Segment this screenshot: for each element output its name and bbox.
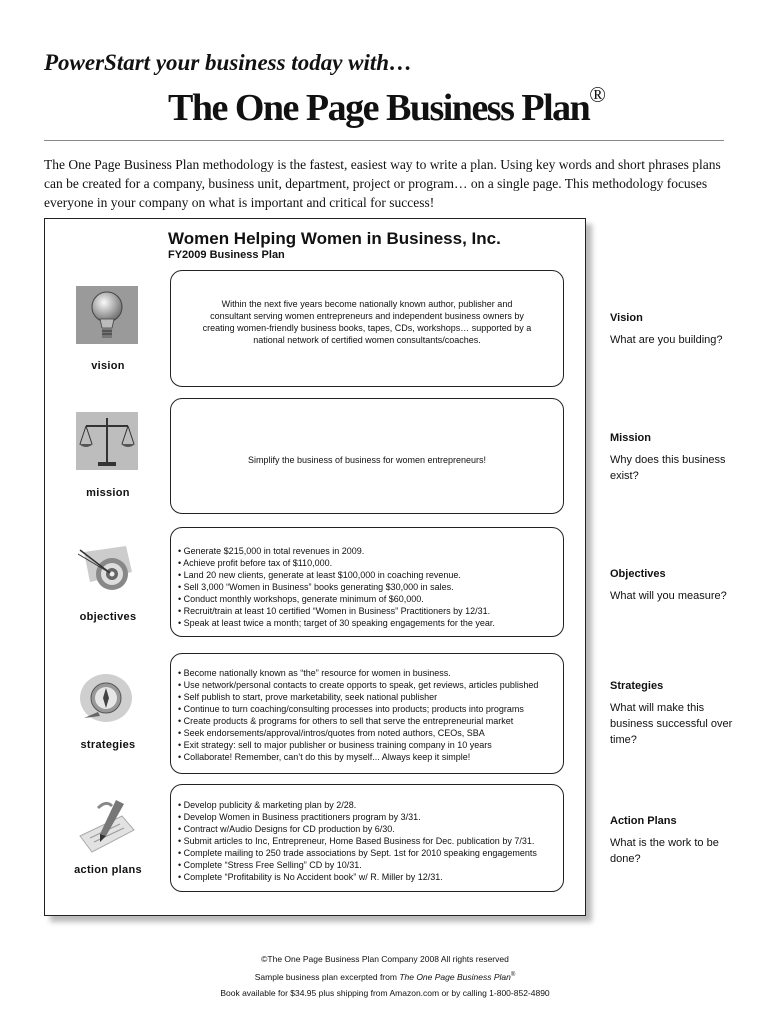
list-item: • Speak at least twice a month; target of 30 speaking engagements for the year.	[178, 617, 555, 629]
intro-paragraph: The One Page Business Plan methodology is the fastest, easiest way to write a plan. Using key words and short phrases plans can be created for a company, business unit, department, project or program… on a single page. This methodology focuses everyone in your company on what is important and critical for success!	[44, 157, 721, 210]
list-item: • Conduct monthly workshops, generate minimum of $60,000.	[178, 593, 555, 605]
strategies-question: What will make this business successful over time?	[610, 702, 733, 746]
excerpt-line	[0, 967, 770, 985]
scales-icon	[76, 412, 138, 470]
mission-heading: Mission	[610, 432, 651, 444]
mission-question: Why does this business exist?	[610, 454, 726, 482]
header-divider	[44, 140, 724, 141]
mission-box	[170, 398, 564, 514]
target-icon	[76, 542, 138, 600]
section-label-mission: mission	[86, 487, 130, 499]
copyright-line: ©The One Page Business Plan Company 2008 All rights reserved	[261, 954, 509, 964]
tagline: PowerStart your business today with…	[44, 50, 413, 75]
list-item: • Collaborate! Remember, can’t do this by myself... Always keep it simple!	[178, 751, 555, 763]
list-item: • Contract w/Audio Designs for CD production by 6/30.	[178, 823, 555, 835]
list-item: • Sell 3,000 “Women in Business” books generating $30,000 in sales.	[178, 581, 555, 593]
strategies-heading: Strategies	[610, 680, 664, 692]
strategies-box	[170, 653, 564, 774]
list-item: • Achieve profit before tax of $110,000.	[178, 557, 555, 569]
objectives-heading: Objectives	[610, 568, 666, 580]
list-item: • Generate $215,000 in total revenues in 2009.	[178, 545, 555, 557]
list-item: • Use network/personal contacts to create opports to speak, get reviews, articles published	[178, 679, 555, 691]
excerpt-book-title: The One Page Business Plan	[399, 971, 511, 982]
mission-text: Simplify the business of business for women entrepreneurs!	[247, 455, 487, 465]
list-item: • Continue to turn coaching/consulting processes into products; products into programs	[178, 703, 555, 715]
registered-mark: ®	[589, 82, 607, 108]
action-plans-box	[170, 784, 564, 892]
list-item: • Seek endorsements/approval/intros/quotes from noted authors, CEOs, SBA	[178, 727, 555, 739]
objectives-list	[171, 545, 555, 629]
strategies-list	[171, 667, 555, 763]
list-item: • Recruit/train at least 10 certified “Women in Business” Practitioners by 12/31.	[178, 605, 555, 617]
action-plans-question: What is the work to be done?	[610, 837, 719, 865]
list-item: • Exit strategy: sell to major publisher or business training company in 10 years	[178, 739, 555, 751]
vision-question: What are you building?	[610, 334, 723, 346]
plan-subtitle: FY2009 Business Plan	[168, 249, 285, 261]
action-plans-heading: Action Plans	[610, 815, 677, 827]
section-label-vision: vision	[91, 360, 125, 372]
list-item: • Develop Women in Business practitioners program by 3/31.	[178, 811, 555, 823]
availability-line: Book available for $34.95 plus shipping from Amazon.com or by calling 1-800-852-4890	[220, 987, 550, 998]
page-title	[168, 82, 607, 130]
page-title-text: The One Page Business Plan	[168, 87, 590, 129]
list-item: • Self publish to start, prove marketability, seek national publisher	[178, 691, 555, 703]
list-item: • Complete mailing to 250 trade associations by Sept. 1st for 2010 speaking engagements	[178, 847, 555, 859]
list-item: • Complete “Profitability is No Accident book” w/ R. Miller by 12/31.	[178, 871, 555, 883]
action-plans-list	[171, 799, 555, 883]
list-item: • Land 20 new clients, generate at least $100,000 in coaching revenue.	[178, 569, 555, 581]
list-item: • Create products & programs for others to sell that serve the entrepreneurial market	[178, 715, 555, 727]
list-item: • Develop publicity & marketing plan by 2/28.	[178, 799, 555, 811]
objectives-box	[170, 527, 564, 637]
objectives-question: What will you measure?	[610, 590, 727, 602]
pen-icon	[76, 796, 138, 854]
vision-text: Within the next five years become nationally known author, publisher and consultant serving women entrepreneurs and independent business owners by creating women-friendly business books, tapes, CDs, workshops… supported by a national network of certified women consultants/coaches.	[202, 299, 532, 345]
list-item: • Become nationally known as “the” resource for women in business.	[178, 667, 555, 679]
list-item: • Complete “Stress Free Selling” CD by 10/31.	[178, 859, 555, 871]
excerpt-registered-mark: ®	[510, 972, 516, 978]
section-label-objectives: objectives	[79, 611, 137, 623]
vision-heading: Vision	[610, 312, 643, 324]
section-label-action-plans: action plans	[74, 864, 142, 876]
excerpt-prefix: Sample business plan excerpted from	[254, 971, 400, 982]
lightbulb-icon	[76, 286, 138, 344]
vision-box	[170, 270, 564, 387]
company-name: Women Helping Women in Business, Inc.	[168, 229, 501, 248]
compass-icon	[76, 668, 138, 726]
section-label-strategies: strategies	[80, 739, 136, 751]
list-item: • Submit articles to Inc, Entrepreneur, Home Based Business for Dec. publication by 7/31.	[178, 835, 555, 847]
footer	[0, 951, 770, 1001]
